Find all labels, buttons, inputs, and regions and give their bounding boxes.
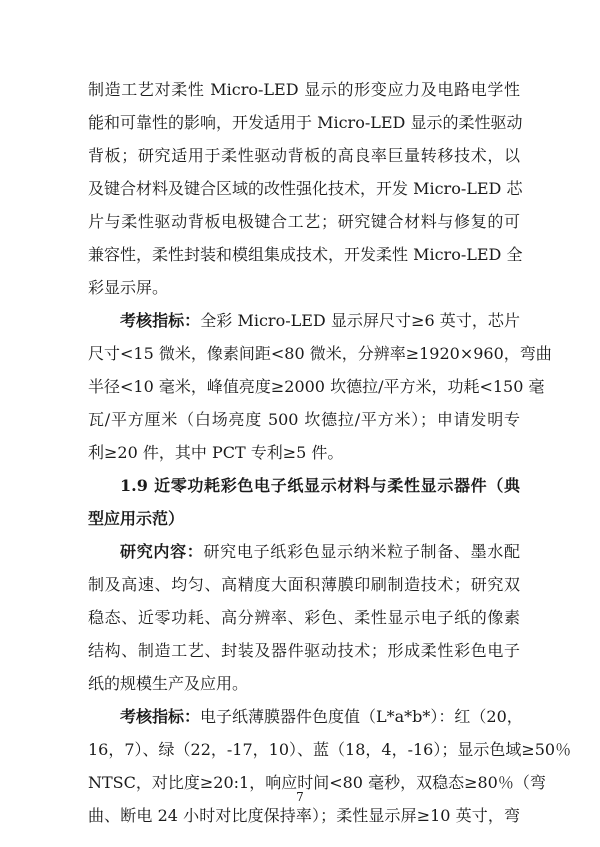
assessment-label: 考核指标：	[120, 311, 201, 330]
text-line: 能和可靠性的影响，开发适用于 Micro-LED 显示的柔性驱动	[88, 113, 523, 132]
text-line: 利≥20 件，其中 PCT 专利≥5 件。	[88, 443, 344, 462]
text-line-first	[120, 310, 520, 332]
text-line: 及键合材料及键合区域的改性强化技术，开发 Micro-LED 芯	[88, 179, 523, 198]
heading-line: 1.9 近零功耗彩色电子纸显示材料与柔性显示器件（典	[120, 476, 520, 495]
text-line: 半径<10 毫米，峰值亮度≥2000 坎德拉/平方米，功耗<150 毫	[88, 377, 545, 396]
text-line: 背板；研究适用于柔性驱动背板的高良率巨量转移技术，以	[88, 146, 520, 165]
text-span: 全彩 Micro-LED 显示屏尺寸≥6 英寸，芯片	[200, 311, 520, 330]
text-line: NTSC，对比度≥20:1，响应时间<80 毫秒，双稳态≥80％（弯	[88, 773, 546, 792]
assessment-label: 考核指标：	[120, 707, 201, 726]
research-label: 研究内容：	[120, 542, 204, 561]
page-number: 7	[296, 790, 304, 804]
text-line: 尺寸<15 微米，像素间距<80 微米，分辨率≥1920×960，弯曲	[88, 344, 552, 363]
text-line: 纸的规模生产及应用。	[88, 674, 249, 693]
text-line: 制造工艺对柔性 Micro-LED 显示的形变应力及电路电学性	[88, 80, 520, 99]
text-line: 制及高速、均匀、高精度大面积薄膜印刷制造技术；研究双	[88, 575, 520, 594]
text-line: 瓦/平方厘米（白场亮度 500 坎德拉/平方米）；申请发明专	[88, 410, 520, 429]
text-line: 彩显示屏。	[88, 278, 169, 297]
text-span: 研究电子纸彩色显示纳米粒子制备、墨水配	[203, 542, 520, 561]
text-line: 结构、制造工艺、封装及器件驱动技术；形成柔性彩色电子	[88, 641, 520, 660]
text-span: 电子纸薄膜器件色度值（L*a*b*）：红（20，	[200, 707, 523, 726]
text-line: 16，7）、绿（22，-17，10）、蓝（18，4，-16）；显示色域≥50％	[88, 740, 572, 759]
text-line: 曲、断电 24 小时对比度保持率）；柔性显示屏≥10 英寸，弯	[88, 806, 520, 825]
text-line: 稳态、近零功耗、高分辨率、彩色、柔性显示电子纸的像素	[88, 608, 520, 627]
text-line: 兼容性，柔性封装和模组集成技术，开发柔性 Micro-LED 全	[88, 245, 523, 264]
heading-line: 型应用示范）	[88, 509, 185, 528]
text-line-first	[120, 706, 523, 728]
text-line-first	[120, 541, 520, 563]
text-line: 片与柔性驱动背板电极键合工艺；研究键合材料与修复的可	[88, 212, 520, 231]
